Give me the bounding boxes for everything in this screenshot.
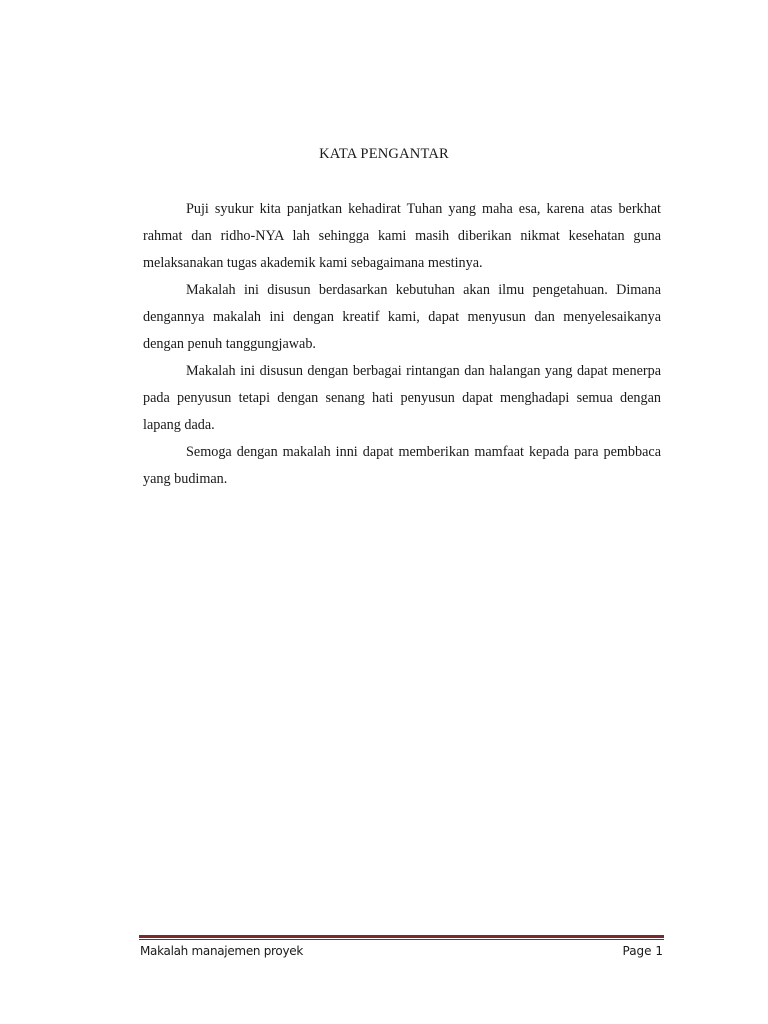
footer-page-number: Page 1 [622, 944, 663, 958]
paragraph-3: Makalah ini disusun dengan berbagai rintangan dan halangan yang dapat menerpa pada penyusun tetapi dengan senang hati penyusun dapat menghadapi semua dengan lapang dada. [143, 363, 661, 433]
paragraph-2: Makalah ini disusun berdasarkan kebutuhan akan ilmu pengetahuan. Dimana dengannya makalah ini dengan kreatif kami, dapat menyusun dan menyelesaikanya dengan penuh tanggungjawab. [143, 282, 661, 352]
footer-divider [139, 935, 664, 941]
footer-divider-thick [139, 935, 664, 938]
footer-document-name: Makalah manajemen proyek [140, 944, 303, 958]
footer-divider-thin [139, 939, 664, 940]
page-title: KATA PENGANTAR [319, 146, 449, 162]
document-body [143, 196, 661, 493]
paragraph-4: Semoga dengan makalah inni dapat memberikan mamfaat kepada para pembbaca yang budiman. [143, 444, 661, 487]
paragraph-1: Puji syukur kita panjatkan kehadirat Tuhan yang maha esa, karena atas berkhat rahmat dan ridho-NYA lah sehingga kami masih diberikan nikmat kesehatan guna melaksanakan tugas akademik kami sebagaimana mestinya. [143, 201, 661, 271]
